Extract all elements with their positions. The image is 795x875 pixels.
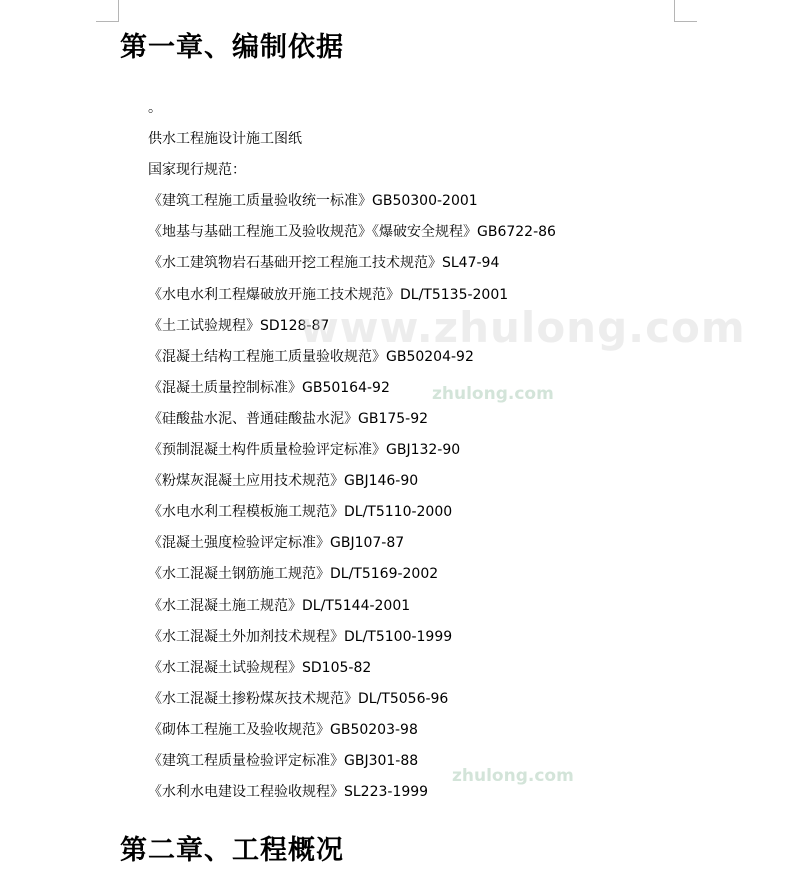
- chapter-2-heading: 第二章、工程概况: [120, 835, 344, 866]
- list-item: 《水电水利工程模板施工规范》DL/T5110-2000: [148, 504, 453, 521]
- list-item: 《硅酸盐水泥、普通硅酸盐水泥》GB175-92: [148, 410, 429, 427]
- list-item: 《粉煤灰混凝土应用技术规范》GBJ146-90: [148, 473, 419, 490]
- crop-mark-top-right: [674, 0, 697, 22]
- list-item: 《水电水利工程爆破放开施工技术规范》DL/T5135-2001: [148, 286, 509, 303]
- list-item: 供水工程施设计施工图纸: [148, 131, 302, 148]
- list-item: 《水工混凝土掺粉煤灰技术规范》DL/T5056-96: [148, 690, 449, 707]
- list-item: 《水工混凝土试验规程》SD105-82: [148, 659, 372, 676]
- list-item: 《预制混凝土构件质量检验评定标准》GBJ132-90: [148, 442, 461, 459]
- crop-mark-top-left: [96, 0, 119, 22]
- watermark-small: zhulong.com: [432, 384, 554, 404]
- watermark-small: zhulong.com: [452, 766, 574, 786]
- list-item: 《土工试验规程》SD128-87: [148, 317, 330, 334]
- list-item: 。: [148, 100, 162, 116]
- list-item: 《混凝土质量控制标准》GB50164-92: [148, 379, 390, 396]
- reference-list: [148, 93, 708, 808]
- list-item: 《水工混凝土外加剂技术规程》DL/T5100-1999: [148, 628, 453, 645]
- list-item: 《水工混凝土钢筋施工规范》DL/T5169-2002: [148, 566, 439, 583]
- chapter-1-heading: 第一章、编制依据: [120, 32, 344, 63]
- list-item: 《混凝土结构工程施工质量验收规范》GB50204-92: [148, 348, 474, 365]
- list-item: 《水利水电建设工程验收规程》SL223-1999: [148, 784, 429, 801]
- list-item: 《建筑工程施工质量验收统一标准》GB50300-2001: [148, 193, 478, 210]
- list-item: 国家现行规范：: [148, 162, 246, 179]
- list-item: 《混凝土强度检验评定标准》GBJ107-87: [148, 535, 405, 552]
- list-item: 《建筑工程质量检验评定标准》GBJ301-88: [148, 752, 419, 769]
- list-item: 《地基与基础工程施工及验收规范》《爆破安全规程》GB6722-86: [148, 224, 556, 241]
- watermark-large: www.zhulong.com: [300, 303, 746, 352]
- list-item: 《水工建筑物岩石基础开挖工程施工技术规范》SL47-94: [148, 255, 500, 272]
- list-item: 《水工混凝土施工规范》DL/T5144-2001: [148, 597, 411, 614]
- list-item: 《砌体工程施工及验收规范》GB50203-98: [148, 721, 418, 738]
